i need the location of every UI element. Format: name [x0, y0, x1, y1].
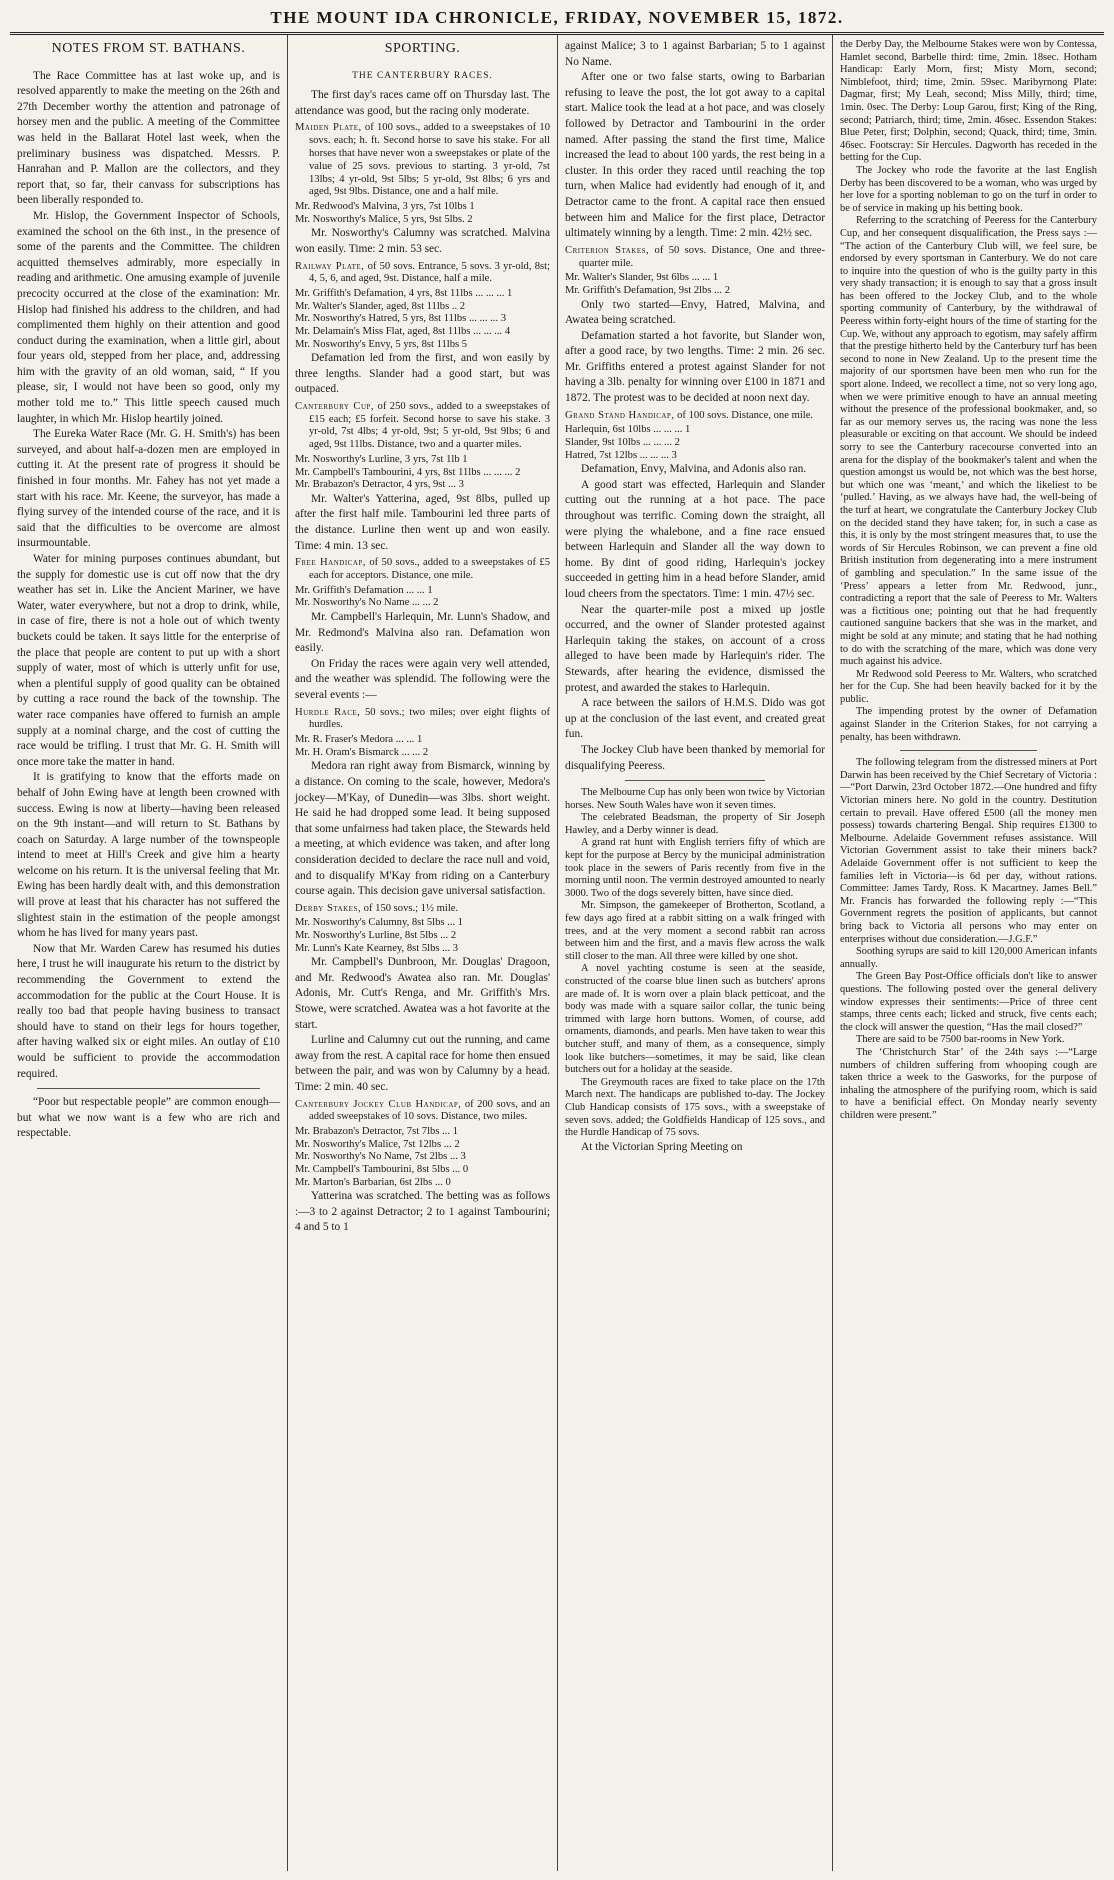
- paragraph: The Jockey who rode the favorite at the last English Derby has been discovered to be a woman, who was urged by her love for a sporting nobleman to go on the turf in order to be of service in making up his betting book.: [840, 164, 1097, 214]
- paragraph: Mr. Walter's Yatterina, aged, 9st 8lbs, pulled up after the first half mile. Tambourini led three parts of the distance. Lurline then went up and won easily. Time: 4 min. 13 sec.: [295, 492, 550, 552]
- paragraph: Mr. Simpson, the gamekeeper of Brotherton, Scotland, a few days ago fired at a rabbit sitting on a walk fringed with trees, and at the very moment a second rabbit ran across between him and the first, and a mavis flew across the walk still closer to the man. All three were killed by one shot.: [565, 900, 825, 962]
- race-result: Mr. Walter's Slander, 9st 6lbs ... ... 1: [565, 272, 719, 284]
- race-entry: [295, 261, 550, 287]
- race-entry: [295, 903, 550, 916]
- paragraph: Defamation led from the first, and won easily by three lengths. Slander had a good start, but was outpaced.: [295, 352, 550, 396]
- race-result: Mr. Nosworthy's Malice, 7st 12lbs ... 2: [295, 1138, 460, 1150]
- column-sporting-continued: [558, 35, 833, 1871]
- race-result: Mr. Marton's Barbarian, 6st 2lbs ... 0: [295, 1176, 451, 1188]
- race-name: Grand Stand Handicap,: [565, 409, 675, 421]
- paragraph: The Race Committee has at last woke up, and is resolved apparently to make the meeting on the 26th and 27th December worthy the attention and patronage of horsey men and the public. A meeting of the Committee was held in the Ballarat Hotel last week, when the preliminary business was dispatched. Messrs. P. Hanrahan and P. Mallon are the collectors, and they report that, so far, their canvass for subscriptions has been liberally responded to.: [17, 69, 280, 207]
- race-result: Mr. Redwood's Malvina, 3 yrs, 7st 10lbs 1: [295, 201, 475, 213]
- race-entry: [565, 245, 825, 271]
- race-result: Mr. Walter's Slander, aged, 8st 11lbs .. 2: [295, 300, 466, 312]
- race-result: Mr. Griffith's Defamation ... ... 1: [295, 584, 433, 596]
- paragraph: Mr. Campbell's Dunbroon, Mr. Douglas' Dragoon, and Mr. Redwood's Awatea also ran. Mr. Douglas' Adonis, Mr. Cutt's Renga, and Mr. Griffith's Mrs. Stowe, were scratched. Awatea was a hot favorite at the start.: [295, 956, 550, 1031]
- paragraph: The Green Bay Post-Office officials don't like to answer questions. The following posted over the general delivery window expresses their sentiments:—Price of three cent stamps, three cents each; licked and struck, five cents each; the clock will answer the question, “Has the mail closed?”: [840, 971, 1097, 1033]
- paragraph: Mr. Hislop, the Government Inspector of Schools, examined the school on the 6th inst., in the presence of some of the parents and the Committee. The children acquitted themselves admirably, more especially in reading and arithmetic. One amusing example of juvenile precocity occurred at the close of the examination: Mr. Hislop had finished his address to the children, and had complimented them highly on their attention and good conduct during the examination, when a little girl, about four years old, stepped from her place, and, addressing him with the gravity of an old woman, said, “ If you please, sir, I would not have been so good, only my mother told me to.” This little speech caused much laughter, in which Mr. Hislop heartily joined.: [17, 209, 280, 425]
- race-result: Mr. R. Fraser's Medora ... ... 1: [295, 734, 423, 746]
- paragraph: A race between the sailors of H.M.S. Dido was got up at the conclusion of the last event, and created great fun.: [565, 697, 825, 741]
- race-result: Mr. Delamain's Miss Flat, aged, 8st 11lbs ... ... ... 4: [295, 325, 511, 337]
- divider: [37, 1088, 260, 1089]
- paragraph: Mr Redwood sold Peeress to Mr. Walters, who scratched her for the Cup. She had been heavily backed for it by the public.: [840, 668, 1097, 705]
- race-result: Hatred, 7st 12lbs ... ... ... 3: [565, 449, 677, 461]
- race-result: Mr. H. Oram's Bismarck ... ... 2: [295, 746, 429, 758]
- paragraph: The Greymouth races are fixed to take place on the 17th March next. The handicaps are published to-day. The Jockey Club Handicap consists of 175 sovs., with a sweepstake of seven sovs. added; the Goldfields Handicap of 125 sovs., and the Hurdle Handicap of 75 sovs.: [565, 1076, 825, 1139]
- race-result: Mr. Griffith's Defamation, 9st 2lbs ... 2: [565, 284, 731, 296]
- race-result: Mr. Campbell's Tambourini, 8st 5lbs ... 0: [295, 1163, 469, 1175]
- race-result: Mr. Lunn's Kate Kearney, 8st 5lbs ... 3: [295, 942, 459, 954]
- race-name: Derby Stakes,: [295, 902, 362, 914]
- paragraph: Defamation started a hot favorite, but Slander won, after a good race, by two lengths. Time: 2 min. 26 sec. Mr. Griffiths entered a protest against Slander for not having a 3lb. penalty for winning over £100 in 1871 and 1872. The protest was to be decided at noon next day.: [565, 329, 825, 405]
- race-entry: [295, 707, 550, 733]
- race-terms: of 100 sovs. Distance, one mile.: [677, 409, 814, 421]
- race-result: Mr. Campbell's Tambourini, 4 yrs, 8st 11lbs ... ... ... 2: [295, 466, 521, 478]
- paragraph: Soothing syrups are said to kill 120,000 American infants annually.: [840, 946, 1097, 970]
- masthead: THE MOUNT IDA CHRONICLE, FRIDAY, NOVEMBER 15, 1872.: [10, 6, 1104, 35]
- paragraph: Lurline and Calumny cut out the running, and came away from the rest. A capital race for home then ensued between the pair, and was won by Calumny by a head. Time: 2 min. 40 sec.: [295, 1034, 550, 1094]
- race-terms: of 200 sovs, and an added sweepstakes of 10 sovs. Distance, two miles.: [309, 1098, 550, 1123]
- paragraph: A novel yachting costume is seen at the seaside, constructed of the coarse blue linen such as butchers' aprons are made of. It is worn over a plain black petticoat, and the body was made with a square sailor collar, the tunic being trimmed with large horn buttons. Women, of course, add ornaments, diamonds, and pearls. Men have taken to wear this butcher stuff, and many of them, as a consequence, simply look like butchers—sometimes, it may be said, like clean butchers out for a holiday at the seaside.: [565, 963, 825, 1076]
- paragraph: Mr. Nosworthy's Calumny was scratched. Malvina won easily. Time: 2 min. 53 sec.: [295, 227, 550, 255]
- race-entry: [295, 401, 550, 452]
- race-result: Mr. Griffith's Defamation, 4 yrs, 8st 11lbs ... ... ... 1: [295, 288, 513, 300]
- race-entry: [565, 410, 825, 423]
- paragraph: Defamation, Envy, Malvina, and Adonis also ran.: [581, 463, 807, 476]
- divider: [625, 780, 765, 781]
- race-terms: of 100 sovs., added to a sweepstakes of 10 sovs. each; h. ft. Second horse to save his stake. For all horses that have never won a sweepstakes or plate of the value of 25 sovs. previous to starting. 3 yr-old, 7st 13lbs; 4 yr-old, 9st 5lbs; 5 yr-old, 9st 8lbs; 6 yrs and aged, 9st 9lbs. Distance, one and a half mile.: [309, 122, 550, 198]
- race-result: Mr. Brabazon's Detractor, 4 yrs, 9st ... 3: [295, 479, 464, 491]
- paragraph: A grand rat hunt with English terriers fifty of which are kept for the purpose at Bercy by the municipal administration took place in the sewers of Paris recently from five in the morning until noon. The vermin destroyed amounted to nearly 3000. Two of the dogs severely bitten, have since died.: [565, 837, 825, 899]
- race-entry: [295, 122, 550, 199]
- paragraph: Now that Mr. Warden Carew has resumed his duties here, I trust he will inaugurate his return to the district by recommending the Government to extend the accommodation for the public at the Court House. It is really too bad that people having business to transact should have to stand on their legs for hours together, after having walked six or eight miles. An outlay of £10 would be sufficient to provide the accommodation required.: [17, 942, 280, 1080]
- race-result: Mr. Nosworthy's Lurline, 8st 5lbs ... 2: [295, 930, 457, 942]
- section-heading: SPORTING.: [384, 41, 461, 56]
- race-terms: of 250 sovs., added to a sweepstakes of £15 each; £5 forfeit. Second horse to save his stake. 3 yr-old, 7st 4lbs; 4 yr-old, 9st; 5 yr-old, 9st 9lbs; 6 and aged, 9st 11lbs. Distance, two and a quarter miles.: [309, 400, 550, 451]
- section-heading: NOTES FROM ST. BATHANS.: [51, 41, 246, 56]
- paragraph: A good start was effected, Harlequin and Slander cutting out the running at a hot pace. The pace throughout was terrific. Coming down the straight, all were plying the whalebone, and a fine race ensued between Harlequin and Slander all the way down to home. By dint of good riding, Harlequin's jockey succeeded in getting him in a head before Slander, amid loud cheers from the spectators. Time: 1 min. 47½ sec.: [565, 478, 825, 600]
- column-news: [833, 35, 1104, 1871]
- divider: [900, 750, 1037, 751]
- race-name: Criterion Stakes,: [565, 244, 650, 256]
- subheading: THE CANTERBURY RACES.: [352, 70, 493, 81]
- race-terms: of 50 sovs. Distance, One and three-quarter mile.: [579, 244, 825, 269]
- paragraph: Referring to the scratching of Peeress for the Canterbury Cup, and her consequent disqualification, the Press says :— “The action of the Canterbury Club will, we feel sure, be endorsed by every sportsman in Canterbury. We do not care to inquire into the question of who is the guilty party in this very shady transaction; it is enough to say that a gross insult has been offered to the Jockey Club, and to the whole sporting community of Canterbury, by the withdrawal of Peeress within forty-eight hours of the time of starting for the Cup. We, without any approach to egotism, may safely affirm that the prestige hitherto held by the Canterbury turf has been second to none in New Zealand. Up to the present time the majority of our sportsmen have been men who run for the sport alone. Indeed, we recollect a time, not so very long ago, when we were primitive enough to have an annual meeting without the presence of the professional bookmaker, and, so far as our memory serves us, the racing was none the less pleasurable or exciting on that account. We should be indeed sorry to see the Canterbury racecourse converted into an arena for the display of the bookmaker's talent and when the question amongst us would be, not which was the best horse, but which one was ‘meant,’ and which the likeliest to be ‘pulled.’ Having, as we always have had, the well-being of the turf at heart, we congratulate the Canterbury Jockey Club on the decided stand they have taken; for, in such a case as this, it is only by the most stringent measures that, to use the words of Sir Hercules Robinson, we can prevent a fine old British institution from degenerating into a mere instrument of gambling and speculation.” In the same issue of the ‘Press’ appears a letter from Mr. Redwood, junr., contradicting a report that the sale of Peeress to Mr. Walters was a fictitious one; pointing out that he had frequently cautioned sanguine backers that she was in the market, and might be sold at any minute; and stating that he had nothing to do with the scratching of the mare, which was done very much against his advice.: [840, 215, 1097, 668]
- race-result: Mr. Nosworthy's Hatred, 5 yrs, 8st 11lbs ... ... ... 3: [295, 313, 507, 325]
- race-terms: of 150 sovs.; 1½ mile.: [363, 902, 459, 914]
- race-terms: of 50 sovs., added to a sweepstakes of £5 each for acceptors. Distance, one mile.: [309, 557, 550, 582]
- paragraph: Water for mining purposes continues abundant, but the supply for domestic use is cut off now that the dry weather has set in. Like the Ancient Mariner, we have Water, water everywhere, but not a drop to drink, while, in case of fire, there is not a hole out of which twenty buckets could be taken. It says little for the enterprise of the place that people are content to put up with a short supply of water, most of which is utterly unfit for use, when a plentiful supply of good quality can be obtained by cutting a race round the back of the township. The water race companies have offered to furnish an ample supply at a nominal charge, and the cost of cutting the race would be trifling. I trust that Mr. G. H. Smith will once more take the matter in hand.: [17, 553, 280, 768]
- paragraph: Yatterina was scratched. The betting was as follows :—3 to 2 against Detractor; 2 to 1 against Tambourini; 4 and 5 to 1: [295, 1190, 550, 1234]
- column-sporting: [288, 35, 558, 1871]
- race-terms: 50 sovs.; two miles; over eight flights of hurdles.: [309, 706, 550, 731]
- paragraph: Near the quarter-mile post a mixed up jostle occurred, and the owner of Slander protested against Harlequin taking the stakes, on account of a cross alleged to have been made by Harlequin's rider. The Stewards, after hearing the evidence, dismissed the protest, and awarded the stakes to Harlequin.: [565, 603, 825, 694]
- paragraph: It is gratifying to know that the efforts made on behalf of John Ewing have at length been crowned with success. Ewing is now at liberty—having been released on the 9th instant—and will return to St. Bathans by coach on Saturday. A large number of the townspeople intend to meet at Hill's Creek and give him a hearty welcome on his return. It is the universal feeling that Mr. Ewing has been hardly dealt with, and this demonstration will prove at least that his character has not suffered the slightest stain in the estimation of the people amongst whom he has lived for many years past.: [17, 771, 280, 940]
- race-terms: of 50 sovs. Entrance, 5 sovs. 3 yr-old, 8st; 4, 5, 6, and aged, 9st. Distance, half a mile.: [309, 260, 550, 285]
- paragraph: The first day's races came off on Thursday last. The attendance was good, but the racing only moderate.: [295, 89, 550, 117]
- paragraph: The Melbourne Cup has only been won twice by Victorian horses. New South Wales have won it seven times.: [565, 787, 825, 811]
- paragraph: the Derby Day, the Melbourne Stakes were won by Contessa, Hamlet second, Barbelle third: time, 2min. 18sec. Hotham Handicap: Early Morn, first; Misty Morn, second; Nimblefoot, third; time, 2min. 59sec. Maribyrnong Plate: Dagmar, first; My Leah, second; Miss Milly, third; time, 1min. 0sec. The Derby: Loup Garou, first; King of the Ring, second; Patriarch, third; time, 2min. 46sec. Essendon Stakes: Blue Peter, first; Dolphin, second; Quack, third; time, 3min. 46sec. Footscray: Sir Hercules. Dagworth has receded in the betting for the Cup.: [840, 39, 1097, 164]
- race-result: Mr. Nosworthy's Envy, 5 yrs, 8st 11lbs 5: [295, 338, 468, 350]
- paragraph: The Jockey Club have been thanked by memorial for disqualifying Peeress.: [565, 743, 825, 772]
- race-result: Mr. Nosworthy's No Name, 7st 2lbs ... 3: [295, 1151, 466, 1163]
- race-result: Mr. Nosworthy's Calumny, 8st 5lbs ... 1: [295, 917, 464, 929]
- columns: [10, 35, 1104, 1871]
- race-result: Mr. Nosworthy's Lurline, 3 yrs, 7st 1lb 1: [295, 454, 468, 466]
- race-result: Harlequin, 6st 10lbs ... ... ... 1: [565, 424, 691, 436]
- paragraph: On Friday the races were again very well attended, and the weather was splendid. The following were the several events :—: [295, 657, 550, 701]
- race-entry: [295, 1099, 550, 1125]
- race-entry: [295, 557, 550, 583]
- paragraph: Only two started—Envy, Hatred, Malvina, and Awatea being scratched.: [565, 298, 825, 327]
- race-name: Canterbury Jockey Club Handicap,: [295, 1098, 462, 1110]
- race-name: Railway Plate,: [295, 260, 365, 272]
- race-name: Hurdle Race,: [295, 706, 361, 718]
- race-result: Slander, 9st 10lbs ... ... ... 2: [565, 437, 680, 449]
- race-name: Maiden Plate,: [295, 122, 362, 134]
- column-st-bathans: [10, 35, 288, 1871]
- paragraph: The ‘Christchurch Star’ of the 24th says :—“Large numbers of children suffering from whooping cough are taken thrice a week to the Gasworks, for the purpose of inhaling the atmosphere of the purifying room, which is said to have a benificial effect. On Monday nearly seventy children were present.”: [840, 1046, 1097, 1121]
- race-result: Mr. Brabazon's Detractor, 7st 7lbs ... 1: [295, 1126, 459, 1138]
- paragraph-quote: “Poor but respectable people” are common enough—but what we now want is a few who are rich and respectable.: [17, 1096, 280, 1140]
- race-result: Mr. Nosworthy's No Name ... ... 2: [295, 597, 439, 609]
- paragraph: Mr. Campbell's Harlequin, Mr. Lunn's Shadow, and Mr. Redmond's Malvina also ran. Defamation won easily.: [295, 611, 550, 655]
- paragraph: After one or two false starts, owing to Barbarian refusing to leave the post, the lot got away to a capital start. Malice took the lead at a hot pace, and was closely followed by Detractor and Tambourini in the order named. After passing the stand the first time, Malice increased the lead to about 100 yards, the rest being in a cluster. In this order they raced until reaching the top turn, when Malice had evidently had enough of it, and Detractor came to the front. A capital race then ensued between him and Malice for the first place, Detractor ultimately winning by a length. Time: 2 min. 42½ sec.: [565, 71, 825, 240]
- news-briefs: [565, 787, 825, 1140]
- paragraph: Medora ran right away from Bismarck, winning by a distance. On coming to the scale, however, Medora's jockey—M'Kay, of Dunedin—was 3lbs. short weight. He said he had dropped some lead. It being supposed that some unfairness had taken place, the Stewards held a meeting, at which evidence was taken, and after long consideration decided to declare the race null and void, and to disqualify M'Kay from riding on a Canterbury course again. This decision gave universal satisfaction.: [295, 760, 550, 898]
- race-result: Mr. Nosworthy's Malice, 5 yrs, 9st 5lbs. 2: [295, 213, 473, 225]
- race-name: Free Handicap,: [295, 557, 366, 569]
- paragraph: The celebrated Beadsman, the property of Sir Joseph Hawley, and a Derby winner is dead.: [565, 812, 825, 836]
- race-name: Canterbury Cup,: [295, 400, 375, 412]
- paragraph: The Eureka Water Race (Mr. G. H. Smith's) has been surveyed, and about half-a-dozen men are employed in cutting it. At the present rate of progress it should be finished in four months. Mr. Fahey has not yet made a start with his race. Mr. Keene, the surveyor, has made a flying survey of the intended course of the race, and it is said that the difficulties to be overcome are almost insurmountable.: [17, 428, 280, 550]
- paragraph: The impending protest by the owner of Defamation against Slander in the Criterion Stakes, for not carrying a penalty, has been withdrawn.: [840, 706, 1097, 743]
- paragraph: At the Victorian Spring Meeting on: [581, 1140, 743, 1153]
- paragraph: The following telegram from the distressed miners at Port Darwin has been received by the Chief Secretary of Victoria :—“Port Darwin, 23rd October 1872.—One hundred and fifty Victorian miners here. No gold in the country. Destitution certain to prevail. Have offered £500 (all the money men possess) towards chartering Bengal. Ship requires £1300 to Melbourne. Adelaide Government refuses assistance. Will Victorian Government assist to take their miners back? Adelaide Government offer is not sufficient to keep the families left in Victoria—is 6d per day, without rations. Committee: James Tardy, Ross. K Macartney. James Bell.” Mr. Francis has forwarded the following reply :—“This Government regrets the position of applicants, but cannot bring back to Victoria all persons who may enter on enterprises without due consideration.—J.G.F.”: [840, 757, 1097, 945]
- paragraph: against Malice; 3 to 1 against Barbarian; 5 to 1 against No Name.: [565, 40, 825, 68]
- paragraph: There are said to be 7500 bar-rooms in New York.: [856, 1034, 1065, 1046]
